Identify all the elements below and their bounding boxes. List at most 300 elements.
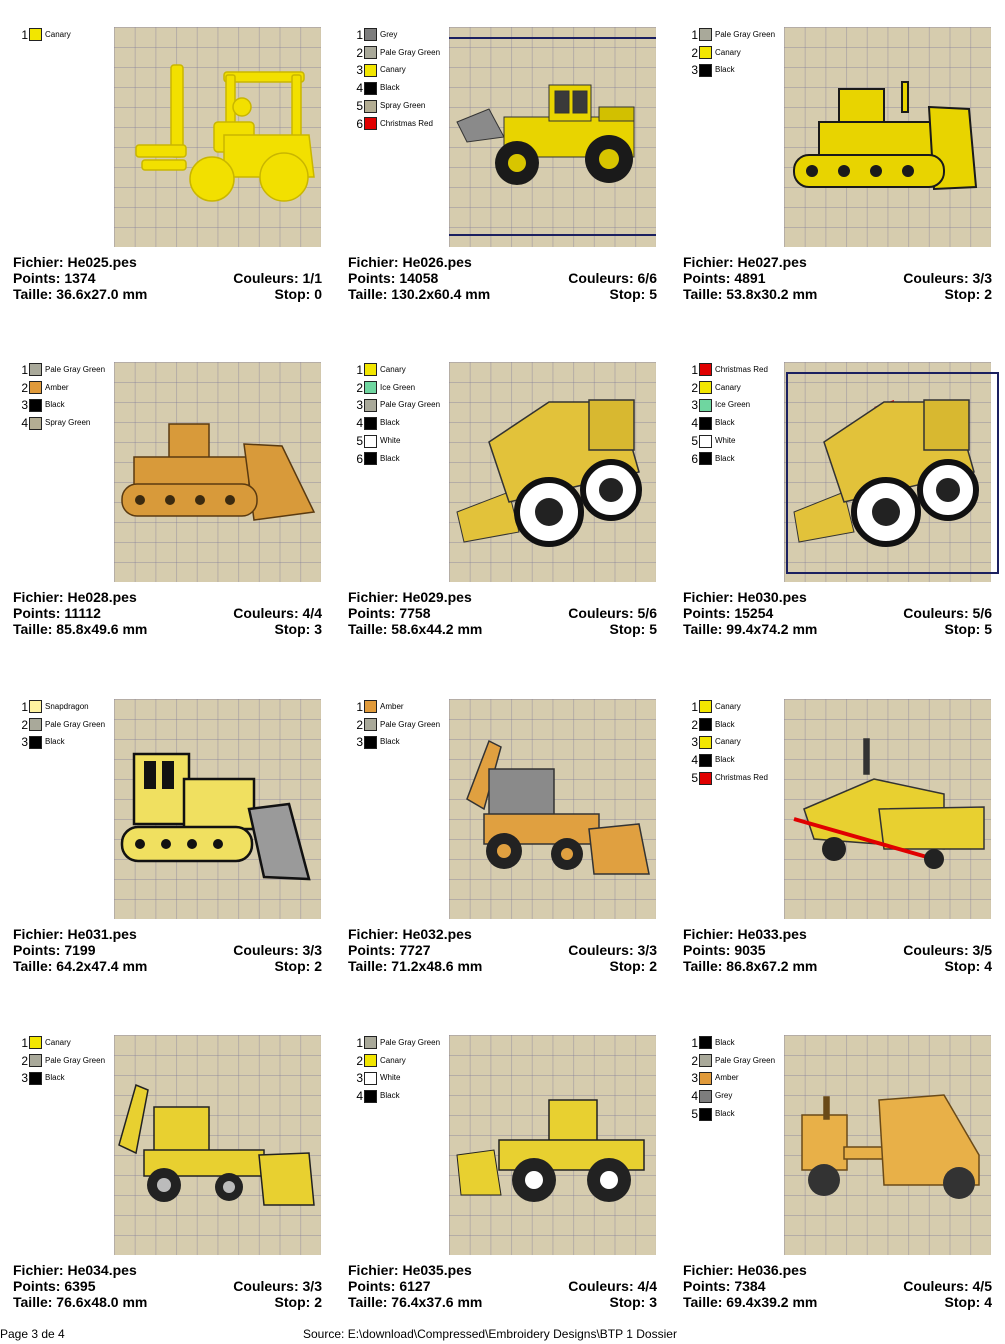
palette-entry (19, 26, 71, 44)
color-swatch (29, 1036, 42, 1049)
thread-color-name: Pale Gray Green (45, 1055, 106, 1065)
palette-entry (19, 397, 105, 415)
skidder-icon (784, 362, 991, 582)
palette-number: 3 (356, 398, 363, 413)
thread-color-name: Pale Gray Green (380, 47, 441, 57)
page-number: Page 3 de 4 (0, 1327, 65, 1341)
palette-number: 5 (356, 434, 363, 449)
color-palette (689, 26, 775, 79)
bulldozer-icon (784, 27, 991, 247)
palette-entry (354, 115, 440, 133)
color-swatch (699, 718, 712, 731)
wheel-loader-icon (449, 27, 656, 247)
color-palette (354, 26, 440, 133)
palette-number: 1 (691, 699, 698, 714)
color-swatch (364, 452, 377, 465)
color-swatch (699, 1090, 712, 1103)
thread-color-name: Amber (715, 1073, 739, 1083)
palette-entry (354, 1052, 440, 1070)
palette-number: 5 (356, 99, 363, 114)
palette-entry (689, 1087, 775, 1105)
palette-number: 2 (21, 717, 28, 732)
thread-color-name: White (380, 436, 401, 446)
palette-entry (689, 1052, 775, 1070)
color-swatch (699, 64, 712, 77)
palette-number: 2 (356, 1053, 363, 1068)
palette-entry (689, 26, 775, 44)
design-preview (784, 27, 991, 247)
design-preview (114, 699, 321, 919)
thread-color-name: Snapdragon (45, 701, 89, 711)
file-name: Fichier: He036.pes (683, 1262, 807, 1278)
palette-number: 1 (21, 699, 28, 714)
file-name: Fichier: He033.pes (683, 926, 807, 942)
palette-number: 3 (21, 735, 28, 750)
palette-number: 5 (691, 771, 698, 786)
color-palette (689, 698, 768, 787)
backhoe-loader-icon (449, 699, 656, 919)
design-preview (784, 699, 991, 919)
thread-color-name: Canary (715, 737, 741, 747)
color-swatch (364, 28, 377, 41)
palette-number: 1 (691, 27, 698, 42)
points: Points: 7199 (13, 942, 96, 958)
palette-entry (689, 698, 768, 716)
thread-color-name: Pale Gray Green (715, 29, 776, 39)
color-swatch (364, 1090, 377, 1103)
palette-number: 2 (21, 380, 28, 395)
stop-count: Stop: 2 (274, 958, 322, 974)
palette-number: 1 (691, 1035, 698, 1050)
thread-color-name: Pale Gray Green (715, 1055, 776, 1065)
palette-number: 1 (691, 362, 698, 377)
color-swatch (29, 381, 42, 394)
design-info (348, 1262, 657, 1310)
thread-color-name: Canary (45, 29, 71, 39)
palette-entry (354, 1034, 440, 1052)
color-swatch (364, 1054, 377, 1067)
design-card (670, 672, 1005, 1008)
design-card (335, 1008, 670, 1344)
palette-number: 3 (691, 1071, 698, 1086)
palette-entry (689, 1034, 775, 1052)
palette-entry (354, 79, 440, 97)
color-swatch (699, 1054, 712, 1067)
design-info (683, 1262, 992, 1310)
wheel-loader-icon (449, 1035, 656, 1255)
color-swatch (699, 736, 712, 749)
file-name: Fichier: He032.pes (348, 926, 472, 942)
file-name: Fichier: He031.pes (13, 926, 137, 942)
palette-entry (689, 450, 768, 468)
color-palette (354, 1034, 440, 1105)
palette-entry (689, 361, 768, 379)
colors-count: Couleurs: 5/6 (903, 605, 992, 621)
palette-entry (689, 379, 768, 397)
palette-entry (354, 734, 440, 752)
palette-entry (689, 734, 768, 752)
file-name: Fichier: He035.pes (348, 1262, 472, 1278)
design-info (13, 589, 322, 637)
palette-entry (689, 769, 768, 787)
palette-number: 3 (691, 398, 698, 413)
palette-number: 2 (691, 380, 698, 395)
palette-entry (689, 397, 768, 415)
colors-count: Couleurs: 6/6 (568, 270, 657, 286)
stop-count: Stop: 3 (609, 1294, 657, 1310)
palette-entry (354, 450, 440, 468)
file-name: Fichier: He025.pes (13, 254, 137, 270)
skidder-icon (449, 362, 656, 582)
palette-number: 2 (691, 1053, 698, 1068)
palette-number: 3 (356, 735, 363, 750)
color-palette (19, 26, 71, 44)
palette-entry (354, 1087, 440, 1105)
palette-number: 3 (21, 398, 28, 413)
palette-entry (689, 432, 768, 450)
palette-number: 2 (691, 45, 698, 60)
palette-number: 3 (356, 63, 363, 78)
design-info (683, 926, 992, 974)
thread-color-name: Black (45, 400, 65, 410)
palette-entry (19, 1070, 105, 1088)
design-size: Taille: 69.4x39.2 mm (683, 1294, 818, 1310)
thread-color-name: Black (380, 453, 400, 463)
thread-color-name: Christmas Red (380, 118, 433, 128)
palette-entry (19, 716, 105, 734)
colors-count: Couleurs: 3/3 (903, 270, 992, 286)
design-card (670, 335, 1005, 671)
color-swatch (364, 381, 377, 394)
color-swatch (364, 100, 377, 113)
palette-number: 6 (691, 451, 698, 466)
color-swatch (29, 363, 42, 376)
stop-count: Stop: 4 (944, 958, 992, 974)
palette-number: 2 (356, 45, 363, 60)
design-info (348, 254, 657, 302)
color-swatch (364, 82, 377, 95)
palette-entry (689, 751, 768, 769)
color-swatch (29, 1054, 42, 1067)
design-info (683, 589, 992, 637)
color-swatch (699, 381, 712, 394)
points: Points: 6127 (348, 1278, 431, 1294)
design-preview (449, 699, 656, 919)
palette-entry (689, 414, 768, 432)
thread-color-name: Christmas Red (715, 364, 768, 374)
thread-color-name: Black (380, 1091, 400, 1101)
color-swatch (364, 700, 377, 713)
stop-count: Stop: 2 (274, 1294, 322, 1310)
palette-number: 6 (356, 451, 363, 466)
file-name: Fichier: He027.pes (683, 254, 807, 270)
thread-color-name: Black (380, 83, 400, 93)
thread-color-name: Pale Gray Green (380, 719, 441, 729)
stop-count: Stop: 4 (944, 1294, 992, 1310)
thread-color-name: Pale Gray Green (380, 400, 441, 410)
bulldozer-icon (114, 699, 321, 919)
palette-entry (354, 698, 440, 716)
thread-color-name: Canary (715, 382, 741, 392)
thread-color-name: Black (380, 737, 400, 747)
color-swatch (364, 399, 377, 412)
palette-entry (354, 397, 440, 415)
palette-entry (354, 44, 440, 62)
thread-color-name: Pale Gray Green (380, 1037, 441, 1047)
palette-number: 4 (691, 1089, 698, 1104)
palette-entry (689, 62, 775, 80)
palette-entry (354, 1070, 440, 1088)
palette-number: 4 (691, 416, 698, 431)
color-swatch (29, 700, 42, 713)
design-preview (114, 362, 321, 582)
points: Points: 15254 (683, 605, 774, 621)
thread-color-name: Canary (45, 1037, 71, 1047)
palette-number: 6 (356, 116, 363, 131)
thread-color-name: Grey (380, 29, 398, 39)
design-preview (784, 1035, 991, 1255)
design-size: Taille: 71.2x48.6 mm (348, 958, 483, 974)
color-swatch (699, 700, 712, 713)
points: Points: 9035 (683, 942, 766, 958)
paver-icon (784, 699, 991, 919)
palette-number: 2 (356, 717, 363, 732)
design-size: Taille: 58.6x44.2 mm (348, 621, 483, 637)
design-card (335, 672, 670, 1008)
palette-entry (354, 379, 440, 397)
palette-number: 1 (21, 27, 28, 42)
palette-number: 4 (356, 81, 363, 96)
palette-entry (19, 361, 105, 379)
colors-count: Couleurs: 3/5 (903, 942, 992, 958)
palette-entry (689, 44, 775, 62)
palette-entry (19, 379, 105, 397)
palette-entry (19, 698, 105, 716)
palette-entry (354, 62, 440, 80)
bulldozer-icon (114, 362, 321, 582)
design-preview (449, 1035, 656, 1255)
color-swatch (699, 417, 712, 430)
color-swatch (699, 46, 712, 59)
design-info (683, 254, 992, 302)
thread-color-name: Spray Green (380, 101, 426, 111)
palette-number: 1 (21, 1035, 28, 1050)
thread-color-name: Ice Green (715, 400, 751, 410)
colors-count: Couleurs: 4/4 (233, 605, 322, 621)
palette-number: 4 (356, 416, 363, 431)
color-swatch (699, 28, 712, 41)
color-palette (354, 361, 440, 468)
palette-entry (19, 414, 105, 432)
color-swatch (364, 363, 377, 376)
colors-count: Couleurs: 3/3 (233, 1278, 322, 1294)
color-palette (689, 361, 768, 468)
thread-color-name: Black (715, 1037, 735, 1047)
points: Points: 6395 (13, 1278, 96, 1294)
thread-color-name: Pale Gray Green (45, 719, 106, 729)
thread-color-name: White (380, 1073, 401, 1083)
thread-color-name: Black (715, 418, 735, 428)
color-swatch (364, 718, 377, 731)
color-swatch (29, 1072, 42, 1085)
forklift-icon (114, 27, 321, 247)
design-size: Taille: 76.6x48.0 mm (13, 1294, 148, 1310)
design-preview (784, 362, 991, 582)
design-preview (449, 27, 656, 247)
design-size: Taille: 64.2x47.4 mm (13, 958, 148, 974)
thread-color-name: Black (380, 418, 400, 428)
color-swatch (699, 1072, 712, 1085)
color-swatch (364, 117, 377, 130)
thread-color-name: Canary (715, 701, 741, 711)
colors-count: Couleurs: 1/1 (233, 270, 322, 286)
stop-count: Stop: 5 (944, 621, 992, 637)
points: Points: 7758 (348, 605, 431, 621)
palette-entry (354, 361, 440, 379)
palette-number: 2 (691, 717, 698, 732)
color-swatch (364, 46, 377, 59)
palette-number: 2 (21, 1053, 28, 1068)
thread-color-name: White (715, 436, 736, 446)
thread-color-name: Black (715, 755, 735, 765)
palette-entry (689, 716, 768, 734)
color-swatch (29, 28, 42, 41)
palette-entry (689, 1105, 775, 1123)
thread-color-name: Black (715, 1109, 735, 1119)
color-palette (19, 361, 105, 432)
points: Points: 7727 (348, 942, 431, 958)
stop-count: Stop: 0 (274, 286, 322, 302)
scraper-icon (784, 1035, 991, 1255)
color-swatch (364, 1072, 377, 1085)
thread-color-name: Pale Gray Green (45, 364, 106, 374)
stop-count: Stop: 2 (944, 286, 992, 302)
thread-color-name: Black (45, 1073, 65, 1083)
design-card (0, 1008, 335, 1344)
design-info (13, 1262, 322, 1310)
palette-number: 3 (356, 1071, 363, 1086)
color-swatch (364, 435, 377, 448)
palette-entry (19, 1052, 105, 1070)
palette-number: 3 (691, 735, 698, 750)
color-swatch (29, 718, 42, 731)
colors-count: Couleurs: 3/3 (233, 942, 322, 958)
design-card (670, 1008, 1005, 1344)
thread-color-name: Canary (380, 364, 406, 374)
design-size: Taille: 53.8x30.2 mm (683, 286, 818, 302)
palette-number: 1 (21, 362, 28, 377)
design-card (335, 0, 670, 336)
file-name: Fichier: He028.pes (13, 589, 137, 605)
file-name: Fichier: He034.pes (13, 1262, 137, 1278)
design-info (13, 926, 322, 974)
color-swatch (699, 1036, 712, 1049)
thread-color-name: Grey (715, 1091, 733, 1101)
stop-count: Stop: 2 (609, 958, 657, 974)
thread-color-name: Christmas Red (715, 773, 768, 783)
design-preview (114, 1035, 321, 1255)
thread-color-name: Canary (715, 47, 741, 57)
design-card (670, 0, 1005, 336)
design-size: Taille: 99.4x74.2 mm (683, 621, 818, 637)
design-size: Taille: 85.8x49.6 mm (13, 621, 148, 637)
file-name: Fichier: He029.pes (348, 589, 472, 605)
thread-color-name: Canary (380, 65, 406, 75)
design-card (0, 672, 335, 1008)
palette-number: 5 (691, 1107, 698, 1122)
palette-number: 1 (356, 1035, 363, 1050)
palette-entry (19, 734, 105, 752)
stop-count: Stop: 3 (274, 621, 322, 637)
thread-color-name: Ice Green (380, 382, 416, 392)
palette-number: 3 (21, 1071, 28, 1086)
points: Points: 11112 (13, 605, 101, 621)
color-palette (19, 1034, 105, 1087)
palette-number: 4 (691, 753, 698, 768)
colors-count: Couleurs: 3/3 (568, 942, 657, 958)
color-swatch (364, 64, 377, 77)
palette-number: 1 (356, 699, 363, 714)
thread-color-name: Amber (45, 382, 69, 392)
color-swatch (699, 1108, 712, 1121)
design-size: Taille: 86.8x67.2 mm (683, 958, 818, 974)
design-info (348, 589, 657, 637)
design-size: Taille: 76.4x37.6 mm (348, 1294, 483, 1310)
file-name: Fichier: He026.pes (348, 254, 472, 270)
palette-entry (689, 1070, 775, 1088)
color-palette (689, 1034, 775, 1123)
palette-number: 4 (356, 1089, 363, 1104)
design-size: Taille: 130.2x60.4 mm (348, 286, 491, 302)
file-name: Fichier: He030.pes (683, 589, 807, 605)
palette-number: 3 (691, 63, 698, 78)
color-swatch (364, 417, 377, 430)
design-info (13, 254, 322, 302)
backhoe-loader-icon (114, 1035, 321, 1255)
design-info (348, 926, 657, 974)
color-swatch (364, 1036, 377, 1049)
color-swatch (29, 417, 42, 430)
color-swatch (699, 452, 712, 465)
palette-entry (354, 97, 440, 115)
thread-color-name: Black (715, 65, 735, 75)
color-swatch (699, 754, 712, 767)
palette-entry (354, 414, 440, 432)
design-card (0, 0, 335, 336)
points: Points: 7384 (683, 1278, 766, 1294)
color-swatch (699, 435, 712, 448)
design-size: Taille: 36.6x27.0 mm (13, 286, 148, 302)
palette-entry (19, 1034, 105, 1052)
color-swatch (699, 399, 712, 412)
palette-number: 1 (356, 362, 363, 377)
design-card (0, 335, 335, 671)
palette-entry (354, 432, 440, 450)
palette-entry (354, 26, 440, 44)
stop-count: Stop: 5 (609, 621, 657, 637)
colors-count: Couleurs: 5/6 (568, 605, 657, 621)
color-swatch (364, 736, 377, 749)
points: Points: 14058 (348, 270, 439, 286)
design-preview (449, 362, 656, 582)
colors-count: Couleurs: 4/5 (903, 1278, 992, 1294)
color-swatch (699, 363, 712, 376)
palette-number: 1 (356, 27, 363, 42)
points: Points: 4891 (683, 270, 766, 286)
palette-number: 5 (691, 434, 698, 449)
thread-color-name: Black (715, 719, 735, 729)
points: Points: 1374 (13, 270, 96, 286)
